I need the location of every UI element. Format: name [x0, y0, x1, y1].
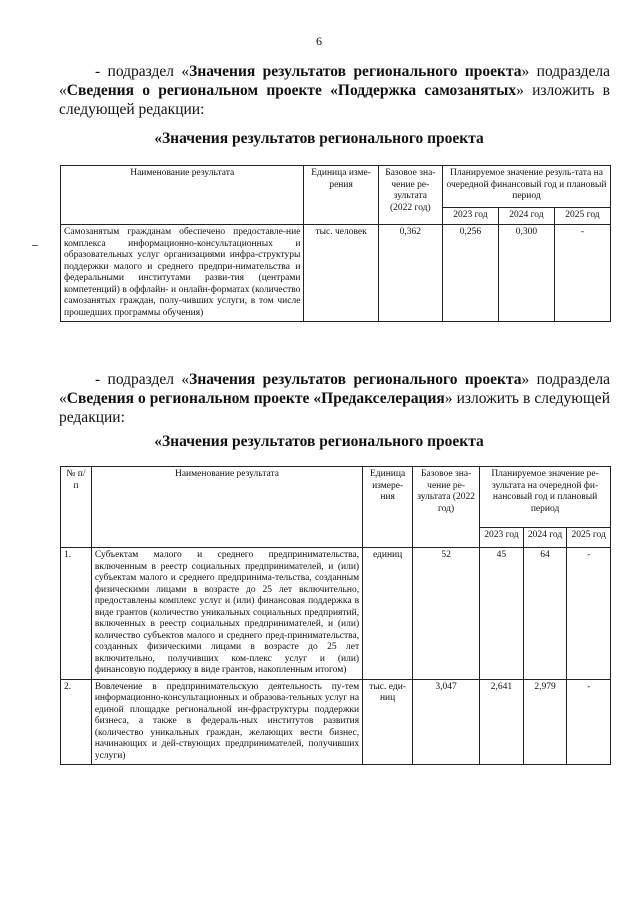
- results-table-1: [60, 165, 611, 322]
- t2-row2-2023: 2,641: [480, 679, 524, 765]
- t2-row2-2024: 2,979: [523, 679, 567, 765]
- t1-row1-2023: 0,256: [442, 225, 498, 322]
- heading-1: «Значения результатов регионального проекта: [154, 130, 484, 147]
- p2-mid: » подраздела «: [59, 371, 610, 407]
- t1-row1-unit: тыс. человек: [304, 225, 378, 322]
- t2-row1-name: Субъектам малого и среднего предпринимательства, включенным в реестр социальных предпринимателей, и (или) субъектам малого и среднего предпринима-тельства, созданным физическими лицами в возрасте до 25 лет включительно, предоставлены комплекс услуг и (или) финансовая поддержка в виде грантов (количество уникальных социальных предприятий, включенных в реестр социальных предпринимателей, и (или) количество субъектов малого и среднего пред-принимательства, созданных физическими лицами в возрасте до 25 лет включительно, получивших ком-плекс услуг и (или) финансовую поддержку в виде грантов, накопленным итогом): [91, 548, 362, 680]
- t2-row2-base: 3,047: [413, 679, 480, 765]
- t1-header-base: Базовое зна-чение ре-зультата (2022 год): [378, 166, 442, 225]
- t2-row2-num: 2.: [61, 679, 92, 765]
- results-table-2: [60, 466, 611, 765]
- t1-header-2024: 2024 год: [498, 207, 554, 224]
- t2-header-unit: Единица измере-ния: [363, 467, 413, 548]
- t2-row2-name: Вовлечение в предпринимательскую деятельность пу-тем информационно-консультационных и образова-тельных услуг на единой площадке региональной ин-фраструктуры поддержки бизнеса, а также в федераль-ных институтов развития (количество уникальных граждан, желающих вести бизнес, начинающих и дей-ствующих предпринимателей, получивших услуги): [91, 679, 362, 765]
- t1-header-unit: Единица изме-рения: [304, 166, 378, 225]
- t2-row1-base: 52: [413, 548, 480, 680]
- t2-row1-unit: единиц: [363, 548, 413, 680]
- p2-suffix: » изложить в следующей редакции:: [59, 390, 610, 426]
- p1-bold-1: Значения результатов регионального проекта: [189, 63, 522, 80]
- t2-row1-num: 1.: [61, 548, 92, 680]
- p1-bold-2: Сведения о региональном проекте «Поддержка самозанятых: [66, 82, 517, 99]
- t1-header-name: Наименование результата: [61, 166, 304, 225]
- t2-header-2024: 2024 год: [523, 528, 567, 548]
- t2-header-name: Наименование результата: [91, 467, 362, 548]
- page-number: 6: [316, 34, 322, 48]
- t2-row1-2023: 45: [480, 548, 524, 680]
- heading-2: «Значения результатов регионального проекта: [154, 433, 484, 450]
- p2-bold-1: Значения результатов регионального проекта: [189, 371, 522, 388]
- t2-row1-2024: 64: [523, 548, 567, 680]
- t1-header-2025: 2025 год: [554, 207, 610, 224]
- t1-row1-2025: -: [554, 225, 610, 322]
- t2-header-planned: Планируемое значение ре-зультата на очередной фи-нансовый год и плановый период: [480, 467, 611, 528]
- t2-header-2023: 2023 год: [480, 528, 524, 548]
- t1-row1-name: Самозанятым гражданам обеспечено предоставле-ние комплекса информационно-консультационных и образовательных услуг организациями инфра-структуры поддержки малого и среднего предпри-нимательства и федеральными институтами разви-тия (центрами компетенций) в оффлайн- и онлайн-форматах (количество самозанятых граждан, полу-чивших услуги, в том числе прошедших программы обучения): [61, 225, 304, 322]
- t2-row1-2025: -: [567, 548, 611, 680]
- p1-suffix: » изложить в следующей редакции:: [59, 82, 611, 118]
- p1-mid: » подраздела «: [59, 63, 610, 99]
- paragraph-2: [59, 370, 610, 427]
- t2-header-base: Базовое зна-чение ре-зультата (2022 год): [413, 467, 480, 548]
- table1-header-row: [61, 166, 611, 208]
- t2-row2-2025: -: [567, 679, 611, 765]
- table2-header-row: [61, 467, 611, 528]
- table-row: [61, 679, 611, 765]
- t1-header-2023: 2023 год: [442, 207, 498, 224]
- p2-prefix: - подраздел «: [95, 371, 190, 388]
- p2-bold-2: Сведения о региональном проекте «Предакселерация: [66, 390, 445, 407]
- margin-mark: [32, 245, 38, 246]
- table-row: [61, 548, 611, 680]
- t1-row1-2024: 0,300: [498, 225, 554, 322]
- t2-row2-unit: тыс. еди-ниц: [363, 679, 413, 765]
- t1-row1-base: 0,362: [378, 225, 442, 322]
- paragraph-1: [59, 62, 610, 119]
- t1-header-planned: Планируемое значение резуль-тата на очередной финансовый год и плановый период: [442, 166, 610, 208]
- table-row: [61, 225, 611, 322]
- t2-header-2025: 2025 год: [567, 528, 611, 548]
- p1-prefix: - подраздел «: [95, 63, 190, 80]
- t2-header-num: № п/п: [61, 467, 92, 548]
